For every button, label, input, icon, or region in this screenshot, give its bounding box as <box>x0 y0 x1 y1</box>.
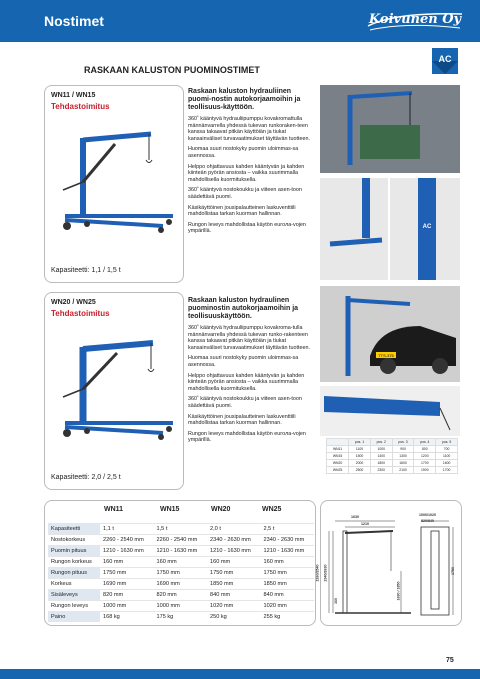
car-lift-photo <box>320 286 460 382</box>
table-row: Rungon korkeus 160 mm 160 mm 160 mm 160 mm <box>48 557 314 568</box>
section-title: RASKAAN KALUSTON PUOMINOSTIMET <box>84 65 260 75</box>
table-row: Sisäleveys 820 mm 820 mm 840 mm 840 mm <box>48 590 314 601</box>
svg-text:AC: AC <box>422 224 432 230</box>
company-logo <box>366 8 464 34</box>
table-row: Rungon leveys 1000 mm 1000 mm 1020 mm 1020 mm <box>48 601 314 612</box>
table-row: Rungon pituus 1750 mm 1750 mm 1750 mm 1750 mm <box>48 568 314 579</box>
table-row: Kapasiteetti 1,1 t 1,5 t 2,0 t 2,5 t <box>48 524 314 535</box>
dimension-drawing <box>315 500 462 626</box>
description-paragraph: Rungon leveys mahdollistaa käytön euroла-vojen ympärillä. <box>188 221 306 235</box>
dimension-label: 160 <box>334 598 338 604</box>
description-paragraph: Huomaa suuri nostokyky puomin uloimmas-sa asennossa. <box>188 146 299 159</box>
table-row: Nostokorkeus 2260 - 2540 mm 2260 - 2540 mm 2340 - 2630 mm 2340 - 2630 mm <box>48 535 314 546</box>
page-number: 75 <box>446 657 454 664</box>
table-row: WN25 2500 2300 2100 1900 1700 <box>327 467 458 474</box>
dimension-label: 1690 / 1850 <box>396 581 401 601</box>
logo-text: Koivunen Oy <box>368 12 462 27</box>
table-row: Puomin pituus 1210 - 1630 mm 1210 - 1630 mm 1210 - 1630 mm 1210 - 1630 mm <box>48 546 314 557</box>
description-paragraph: Helppo ohjattavuus kahden kääntyvän ja kahden kiinteän pyörän ansiosta – vaikka suurimmalla mahdollisella kuormituksella. <box>188 163 305 183</box>
dimension-label: 1630 <box>351 515 359 519</box>
spec-model-header: WN11 <box>104 506 124 513</box>
mast-detail-photo <box>390 178 460 280</box>
dimension-label: 1750 <box>451 567 455 575</box>
hook-detail-photo <box>320 178 388 280</box>
description-paragraph: Käsikäyttöinen jousipalautteinen laskuventtiili mahdollistaa tarkan kuorman hallinnan. <box>188 204 296 218</box>
ac-logo-icon <box>432 48 458 74</box>
product-card-wn11-wn15 <box>44 85 184 283</box>
boom-photo <box>320 386 460 436</box>
page-title: Nostimet <box>44 13 104 29</box>
spec-table <box>48 523 314 622</box>
table-row: WN20 2000 1800 1600 1700 1600 <box>327 460 458 467</box>
description-paragraph: 360˚ kääntyvä hydrauliipumppu kovakroma-tulla männänvarrella yhdessä tukevan runko-rakenteen kanssa takaavat pitkän käyttöiän ja tiukat kansainväliset turvavaatimukset täyttävän tuotteen. <box>188 325 310 351</box>
ac-badge <box>432 48 458 74</box>
crane-image <box>53 120 177 240</box>
page-header-bar <box>0 0 480 42</box>
dimension-label: 820/840 <box>421 519 434 523</box>
boom-capacity-table <box>326 438 458 474</box>
product-code: WN20 / WN25 <box>51 299 96 306</box>
description-paragraph: 360˚ kääntyvä nostokoukku ja viiteen asen-toon säädettävä puomi. <box>188 187 302 200</box>
spec-model-header: WN20 <box>211 506 231 513</box>
ac-badge-text: AC <box>438 54 452 64</box>
table-row: WN11 1100 1000 900 800 700 <box>327 446 458 453</box>
description-paragraph: 360˚ kääntyvä hydrauliipumppu kovakromattulla männänvarrella yhdessä tukevan runkoraken-teen kanssa takaavat pitkän käyttöiän ja tiukat kansainväliset turvavaatimukset täyttävän tuotteen. <box>188 116 310 142</box>
dimension-label: 1210 <box>361 522 369 526</box>
dimension-label: 2260/2540 <box>315 564 320 582</box>
table-row: Paino 168 kg 175 kg 250 kg 255 kg <box>48 612 314 623</box>
capacity-label: Kapasiteetti: 1,1 / 1,5 t <box>51 267 121 274</box>
crane-image <box>53 327 177 447</box>
description-heading: Raskaan kaluston hydrauliinen puomi-nostin autokorjaamoihin ja teollisuus-käyttöön. <box>188 88 301 111</box>
table-row: Korkeus 1690 mm 1690 mm 1850 mm 1850 mm <box>48 579 314 590</box>
workshop-photo <box>320 85 460 173</box>
product-description <box>188 88 312 239</box>
product-subtitle: Tehdastoimitus <box>51 309 110 318</box>
license-plate-text: TTS-375 <box>378 353 394 358</box>
description-heading: Raskaan kaluston hydraulinen puominostin autokorjaamoihin ja teollisuuskäyttöön. <box>188 297 299 320</box>
page-footer-bar <box>0 669 480 679</box>
product-subtitle: Tehdastoimitus <box>51 102 110 111</box>
product-code: WN11 / WN15 <box>51 92 96 99</box>
description-paragraph: Helppo ohjattavuus kahden kääntyvän ja kahden kiinteän pyörän ansiosta – vaikka suurimmalla mahdollisella kuormituksella. <box>188 372 305 392</box>
dimension-drawing-svg <box>321 501 461 625</box>
dimension-label: 1000/1020 <box>419 513 436 517</box>
capacity-label: Kapasiteetti: 2,0 / 2,5 t <box>51 474 121 481</box>
product-card-wn20-wn25 <box>44 292 184 490</box>
product-description <box>188 297 312 448</box>
dimension-label: 2340/2630 <box>323 564 328 582</box>
description-paragraph: Huomaa suuri nostokyky puomin uloimmas-sa asennossa. <box>188 355 299 368</box>
table-header-row: pos. 1 pos. 2 pos. 3 pos. 4 pos. 5 <box>327 439 458 446</box>
spec-model-header: WN25 <box>262 506 282 513</box>
table-row: WN15 1500 1400 1300 1200 1100 <box>327 453 458 460</box>
description-paragraph: Käsikäyttöinen jousipalautteinen laskuventtiili mahdollistaa tarkan kuorman hallinnan. <box>188 413 296 427</box>
description-paragraph: Rungon leveys mahdollistaa käytön euroла-vojen ympärillä. <box>188 430 306 444</box>
description-paragraph: 360˚ kääntyvä nostokoukku ja viiteen asen-toon säädettävä puomi. <box>188 396 302 409</box>
spec-model-header: WN15 <box>160 506 180 513</box>
